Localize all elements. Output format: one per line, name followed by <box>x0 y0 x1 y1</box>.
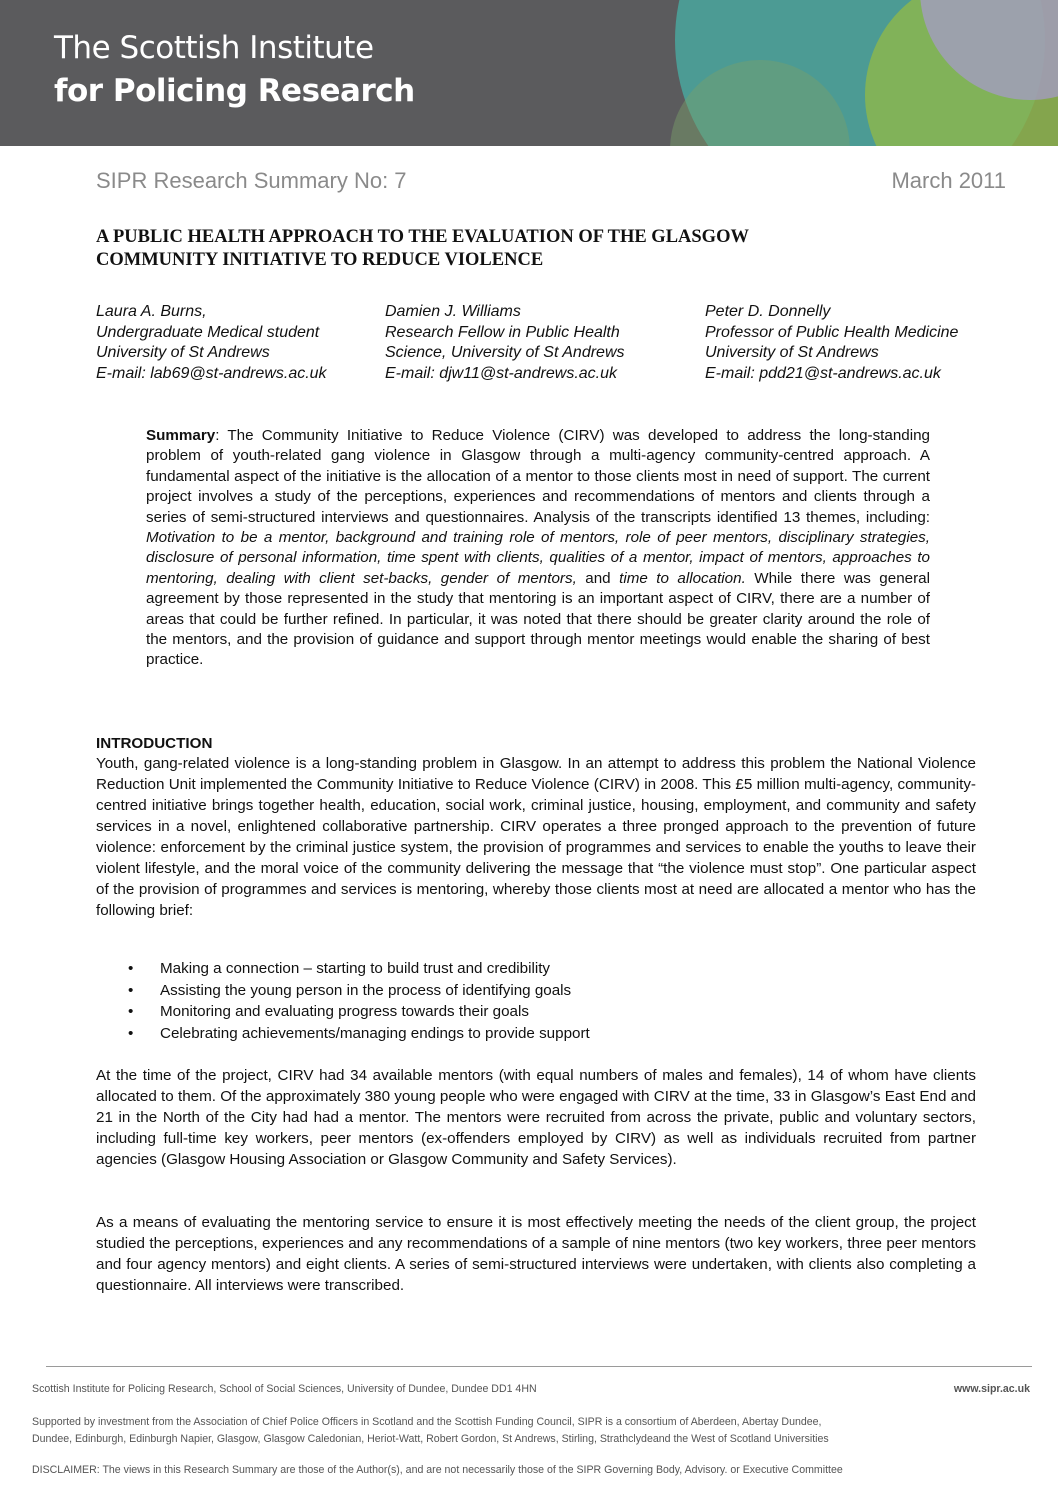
footer-support-line-1: Supported by investment from the Association of Chief Police Officers in Scotland and the Scottish Funding Council, SIPR is a consortium of Aberdeen, Abertay Dundee, <box>32 1416 822 1428</box>
publication-date: March 2011 <box>891 168 1006 193</box>
list-item-text: Making a connection – starting to build trust and credibility <box>160 960 551 977</box>
list-item-text: Assisting the young person in the process of identifying goals <box>160 981 572 999</box>
document-title <box>96 226 956 272</box>
summary-themes: Motivation to be a mentor, background and training role of mentors, role of peer mentors, disciplinary strategies, disclosure of personal information, time spent with clients, qualities of a mentor, impact of mentors, approaches to mentoring, dealing with client set-backs, gender of mentors, <box>146 529 930 587</box>
author-name: Damien J. Williams <box>385 303 521 320</box>
author-email: E-mail: lab69@st-andrews.ac.uk <box>96 364 327 382</box>
footer-address: Scottish Institute for Policing Research, School of Social Sciences, University of Dundee, Dundee DD1 4HN <box>32 1383 537 1395</box>
introduction-paragraph-3: As a means of evaluating the mentoring service to ensure it is most effectively meeting the needs of the client group, the project studied the perceptions, experiences and any recommendations of a sample of nine mentors (two key workers, three peer mentors and four agency mentors) and eight clients. A series of semi-structured interviews were undertaken, with clients also completing a questionnaire. All interviews were transcribed. <box>96 1214 976 1294</box>
summary-text-b: While there was general agreement by those represented in the study that mentoring is an important aspect of CIRV, there are a number of areas that could be further refined. In particular, it was noted that there should be greater clarity around the role of the mentors, and the provision of guidance and support through mentor meetings would enable the sharing of best practice. <box>146 569 930 669</box>
summary-text-a: : The Community Initiative to Reduce Violence (CIRV) was developed to address the long-standing problem of youth-related gang violence in Glasgow through a multi-agency community-centred approach. A fundamental aspect of the initiative is the allocation of a mentor to those clients most in need of support. The current project involves a study of the perceptions, experiences and recommendations of mentors and clients through a series of semi-structured interviews and questionnaires. Analysis of the transcripts identified 13 themes, including: <box>146 427 930 526</box>
bullet-icon: • <box>128 960 134 977</box>
author-name: Laura A. Burns, <box>96 303 207 320</box>
footer-divider <box>46 1366 1032 1367</box>
list-item <box>126 1001 826 1023</box>
author-block-1 <box>96 302 327 384</box>
bullet-icon: • <box>128 1003 134 1021</box>
list-item <box>126 1023 826 1045</box>
author-block-2 <box>385 302 625 384</box>
footer-disclaimer: DISCLAIMER: The views in this Research Summary are those of the Author(s), and are not necessarily those of the SIPR Governing Body, Advisory. or Executive Committee <box>32 1464 843 1476</box>
list-item <box>126 980 826 1002</box>
author-affiliation: University of St Andrews <box>96 344 270 361</box>
author-email: E-mail: pdd21@st-andrews.ac.uk <box>705 364 941 382</box>
author-email: E-mail: djw11@st-andrews.ac.uk <box>385 364 618 382</box>
title-line-2: COMMUNITY INITIATIVE TO REDUCE VIOLENCE <box>96 250 544 270</box>
list-item-text: Monitoring and evaluating progress towards their goals <box>160 1003 529 1021</box>
bullet-icon: • <box>128 981 134 999</box>
bullet-icon: • <box>128 1024 134 1042</box>
author-name: Peter D. Donnelly <box>705 303 831 320</box>
header-banner <box>0 0 1058 146</box>
title-line-1: A PUBLIC HEALTH APPROACH TO THE EVALUATION OF THE GLASGOW <box>96 227 749 247</box>
footer-support-line-2: Dundee, Edinburgh, Edinburgh Napier, Glasgow, Glasgow Caledonian, Heriot-Watt, Robert Gordon, St Andrews, Stirling, Strathclydeand the West of Scotland Universities <box>32 1433 829 1445</box>
summary-and: and <box>576 569 620 587</box>
author-role: Professor of Public Health Medicine <box>705 323 959 341</box>
author-role: Undergraduate Medical student <box>96 323 320 341</box>
author-block-3 <box>705 302 958 384</box>
author-role: Research Fellow in Public Health <box>385 323 620 341</box>
list-item <box>126 958 826 980</box>
brand-name-line2: for Policing Research <box>54 73 415 109</box>
summary-paragraph <box>146 426 930 671</box>
author-affiliation: Science, University of St Andrews <box>385 344 625 361</box>
series-label: SIPR Research Summary No: 7 <box>96 168 407 193</box>
mentor-brief-list <box>126 958 826 1044</box>
author-affiliation: University of St Andrews <box>705 344 879 361</box>
list-item-text: Celebrating achievements/managing endings to provide support <box>160 1024 590 1042</box>
footer-website-link[interactable]: www.sipr.ac.uk <box>953 1383 1030 1395</box>
summary-label: Summary <box>146 427 216 444</box>
introduction-heading: INTRODUCTION <box>96 735 213 752</box>
brand-name-line1: The Scottish Institute <box>54 30 374 66</box>
footer-support-statement <box>32 1414 829 1448</box>
introduction-paragraph-2: At the time of the project, CIRV had 34 available mentors (with equal numbers of males and females), 14 of whom have clients allocated to them. Of the approximately 380 young people who were engaged with CIRV at the time, 33 in Glasgow’s East End and 21 in the North of the City had had a mentor. The mentors were recruited from across the private, public and voluntary sectors, including full-time key workers, peer mentors (ex-offenders employed by CIRV) as well as individuals recruited from partner agencies (Glasgow Housing Association or Glasgow Community and Safety Services). <box>96 1067 976 1168</box>
introduction-paragraph-1: Youth, gang-related violence is a long-standing problem in Glasgow. In an attempt to address this problem the National Violence Reduction Unit implemented the Community Initiative to Reduce Violence (CIRV) in 2008. This £5 million multi-agency, community-centred initiative brings together health, education, social work, criminal justice, housing, employment, and community and safety services in a novel, enlightened collaborative partnership. CIRV operates a three pronged approach to the prevention of future violence: enforcement by the criminal justice system, the provision of programmes and services to enable the youths to leave their violent lifestyle, and the moral voice of the community delivering the message that “the violence must stop”. One particular aspect of the provision of programmes and services is mentoring, whereby those clients most at need are allocated a mentor who has the following brief: <box>96 755 976 919</box>
summary-last-theme: time to allocation. <box>619 569 746 587</box>
